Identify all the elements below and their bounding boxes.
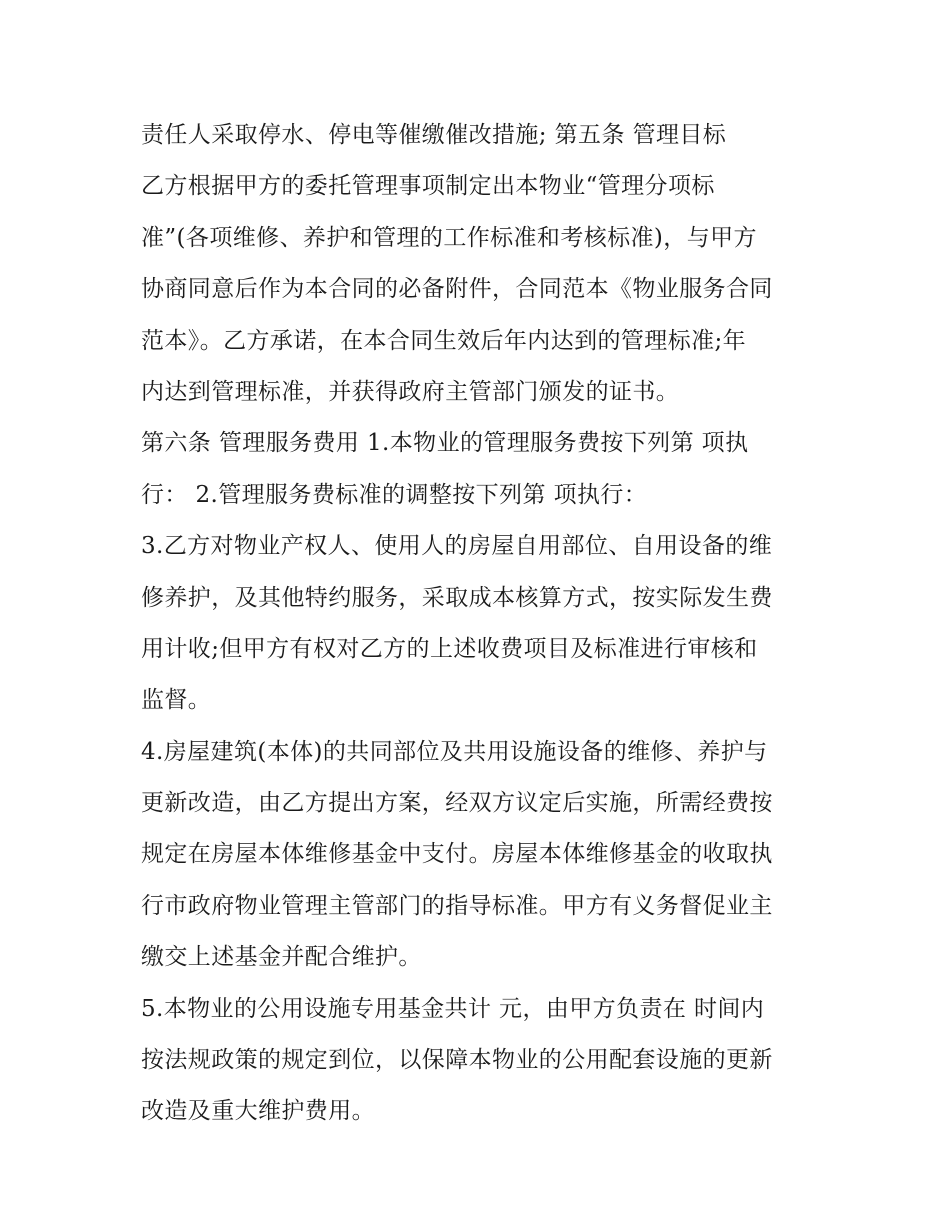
text-line: 更新改造，由乙方提出方案，经双方议定后实施，所需经费按 — [141, 790, 773, 817]
text-line: 规定在房屋本体维修基金中支付。房屋本体维修基金的收取执 — [141, 841, 773, 868]
text-line: 行市政府物业管理主管部门的指导标准。甲方有义务督促业主 — [141, 892, 773, 919]
text-line: 缴交上述基金并配合维护。 — [141, 944, 422, 971]
text-line: 改造及重大维护费用。 — [141, 1098, 375, 1125]
text-line: 5.本物业的公用设施专用基金共计 元，由甲方负责在 时间内 — [141, 995, 765, 1022]
contract-body-text — [141, 110, 821, 1138]
text-line: 协商同意后作为本合同的必备附件，合同范本《物业服务合同 — [141, 276, 773, 303]
text-line: 范本》。乙方承诺，在本合同生效后年内达到的管理标准;年 — [141, 327, 747, 354]
text-line: 内达到管理标准，并获得政府主管部门颁发的证书。 — [141, 378, 680, 405]
text-line: 监督。 — [141, 687, 212, 714]
text-line: 责任人采取停水、停电等催缴催改措施; 第五条 管理目标 — [141, 122, 727, 148]
text-line: 准”(各项维修、养护和管理的工作标准和考核标准)，与甲方 — [141, 224, 757, 251]
text-line: 按法规政策的规定到位，以保障本物业的公用配套设施的更新 — [141, 1047, 773, 1074]
text-line: 行： 2.管理服务费标准的调整按下列第 项执行： — [141, 481, 648, 508]
text-line: 4.房屋建筑(本体)的共同部位及共用设施设备的维修、养护与 — [141, 738, 768, 765]
text-line: 修养护，及其他特约服务，采取成本核算方式，按实际发生费 — [141, 584, 773, 611]
text-line: 用计收;但甲方有权对乙方的上述收费项目及标准进行审核和 — [141, 635, 758, 662]
text-line: 第六条 管理服务费用 1.本物业的管理服务费按下列第 项执 — [141, 430, 749, 457]
text-line: 乙方根据甲方的委托管理事项制定出本物业“管理分项标 — [141, 173, 715, 200]
text-line: 3.乙方对物业产权人、使用人的房屋自用部位、自用设备的维 — [141, 533, 773, 560]
